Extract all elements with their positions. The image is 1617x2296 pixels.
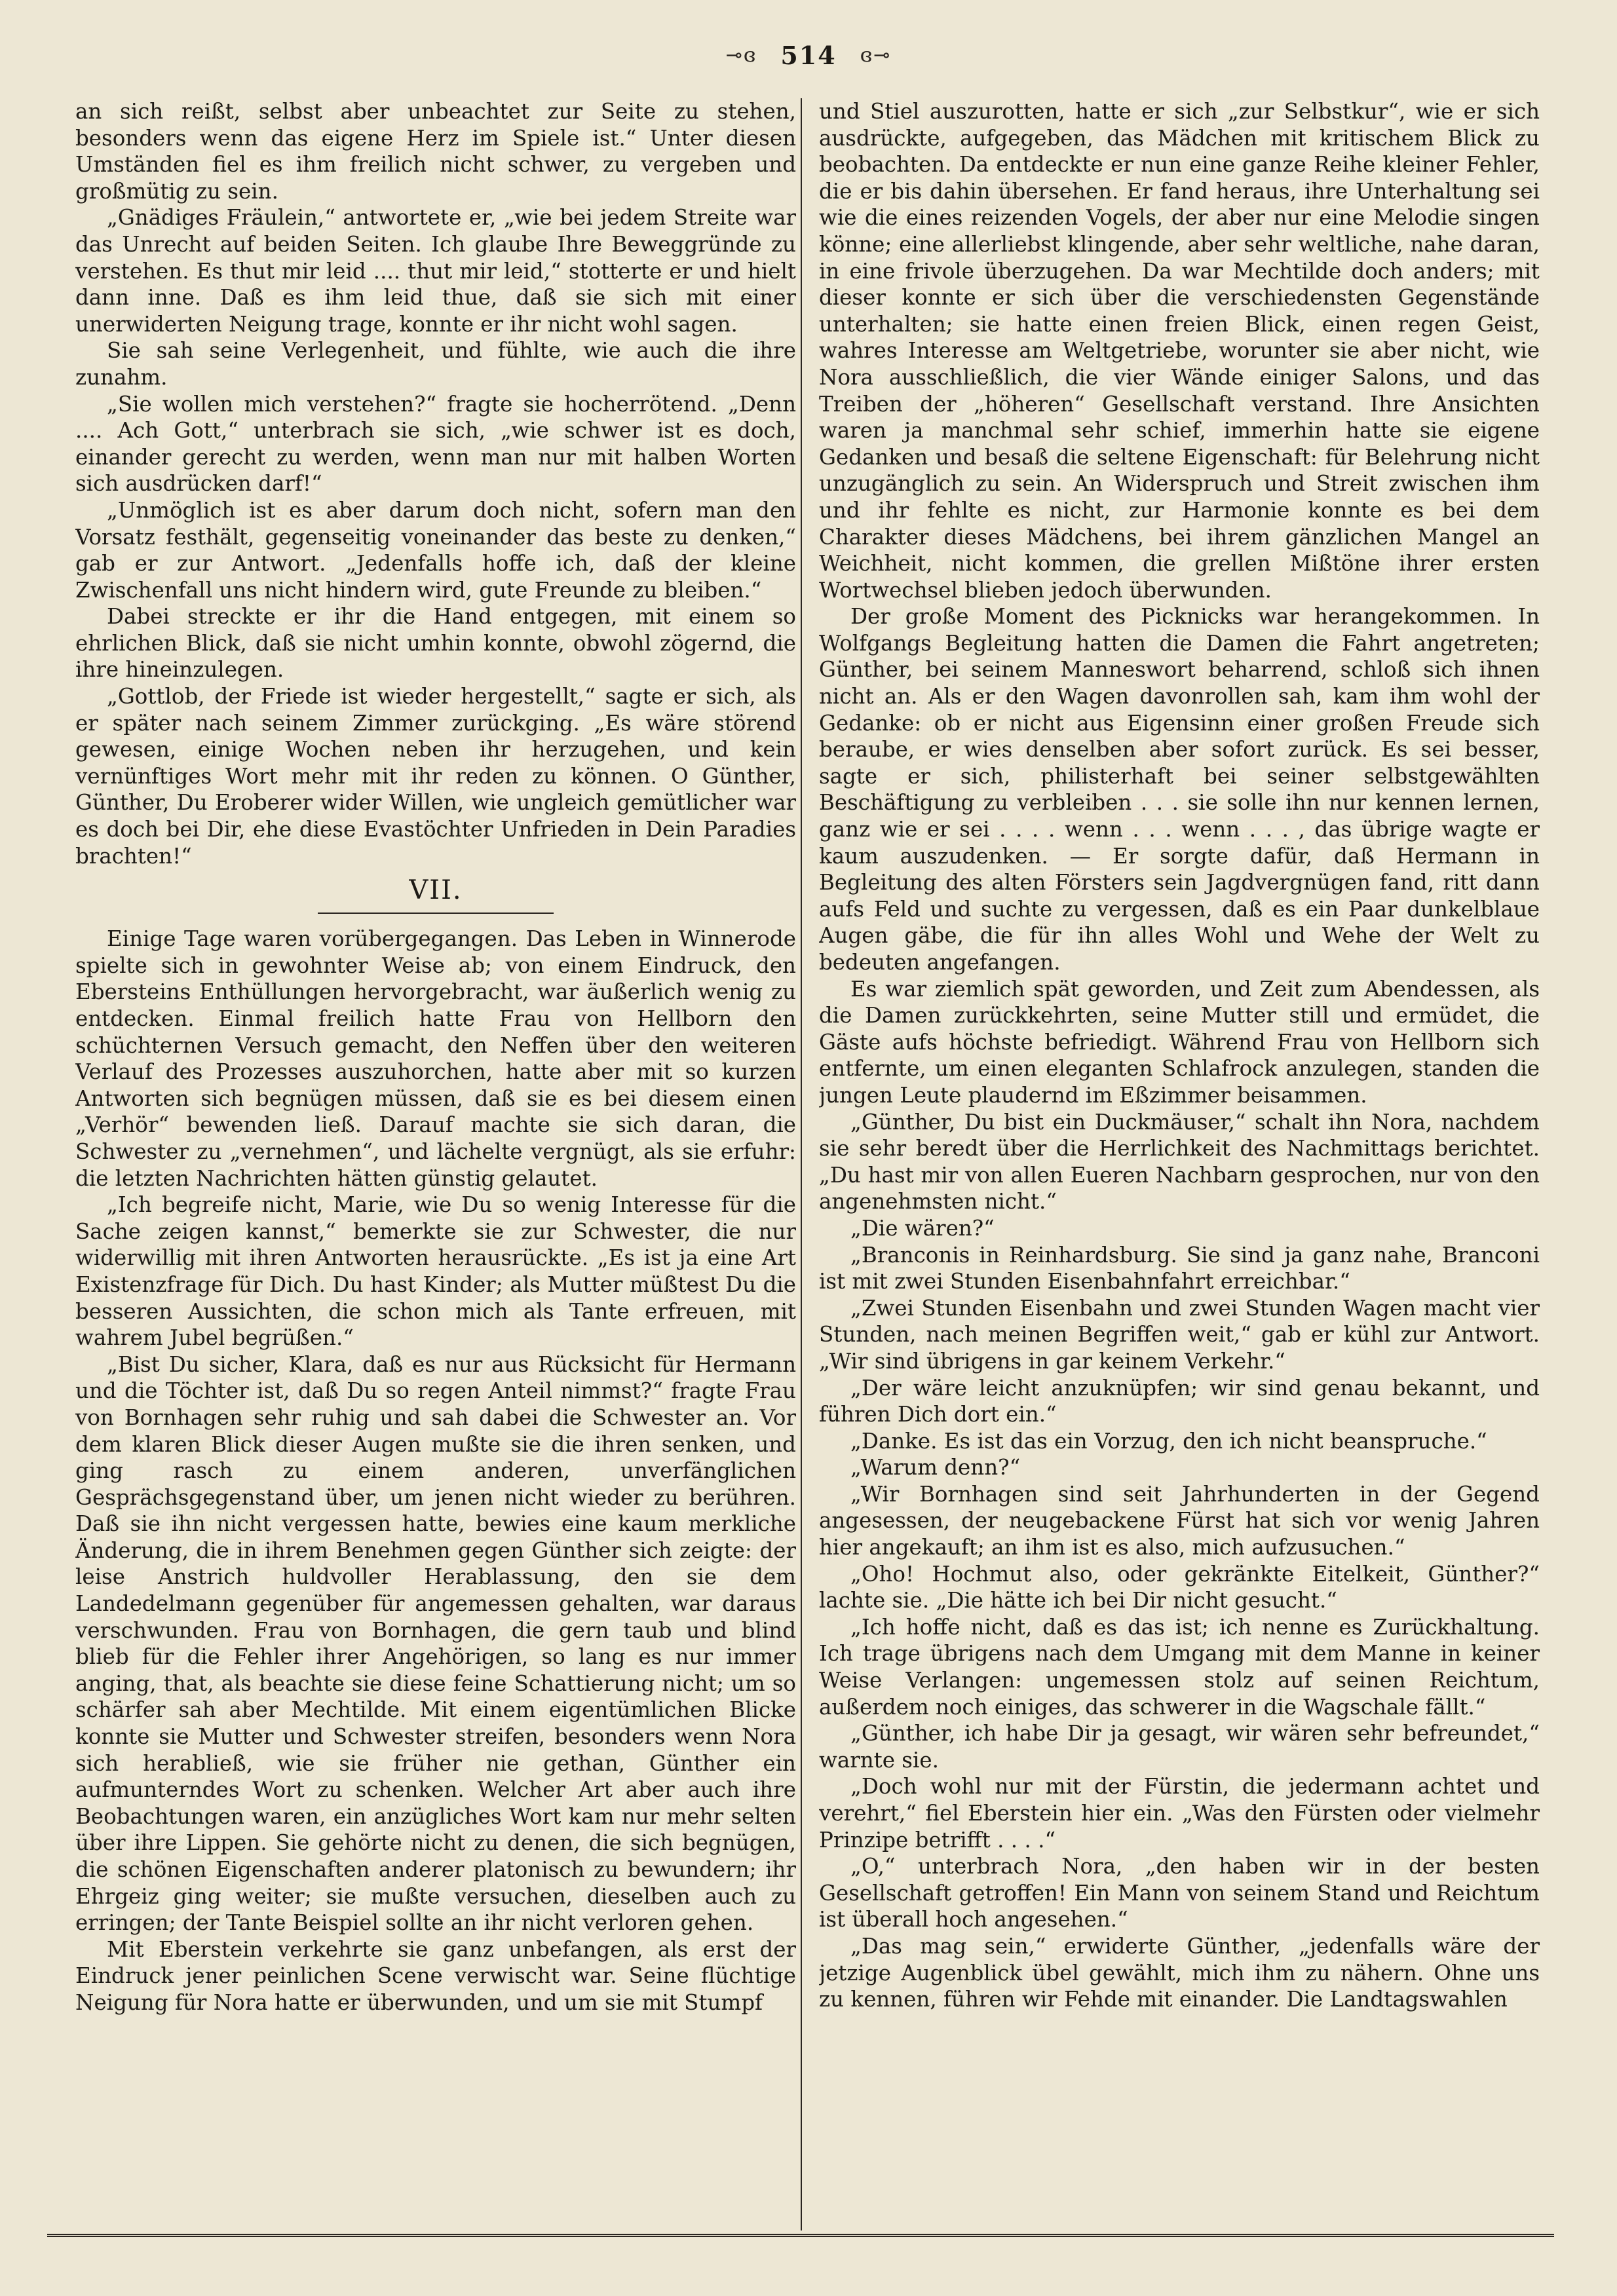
chapter-heading: VII. [409, 875, 463, 906]
header-ornament-right: ɞ⊸ [860, 44, 892, 67]
paragraph: „Ich begreife nicht, Marie, wie Du so wenig Interesse für die Sache zeigen kannst,“ bemerkte sie zur Schwester, die nur widerwillig mit ihren Antworten herausrückte. „Es ist ja eine Art Existenzfrage für Dich. Du hast Kinder; als Mutter müßtest Du die besseren Aussichten, die schon mich als Tante erfreuen, mit wahrem Jubel begrüßen.“ [75, 1192, 796, 1351]
paragraph: „Das mag sein,“ erwiderte Günther, „jedenfalls wäre der jetzige Augenblick übel gewählt, mich ihm zu nähern. Ohne uns zu kennen, führen wir Fehde mit einander. Die Landtagswahlen [819, 1933, 1540, 2012]
right-column [819, 98, 1540, 2221]
chapter-separator-line [318, 913, 554, 914]
paragraph: „Gottlob, der Friede ist wieder hergestellt,“ sagte er sich, als er später nach seinem Zimmer zurückging. „Es wäre störend gewesen, einige Wochen neben ihr herzugehen, und kein vernünftiges Wort mehr mit ihr reden zu können. O Günther, Günther, Du Eroberer wider Willen, wie ungleich gemütlicher war es doch bei Dir, ehe diese Evastöchter Unfrieden in Dein Paradies brachten!“ [75, 684, 796, 869]
left-column-paragraphs-before [75, 98, 796, 869]
paragraph: „O,“ unterbrach Nora, „den haben wir in der besten Gesellschaft getroffen! Ein Mann von seinem Stand und Reichtum ist überall hoch angesehen.“ [819, 1854, 1540, 1932]
paragraph: „Oho! Hochmut also, oder gekränkte Eitelkeit, Günther?“ lachte sie. „Die hätte ich bei Dir nicht gesucht.“ [819, 1561, 1540, 1613]
header-ornament-left: ⊸ɞ [725, 44, 757, 67]
paragraph: Mit Eberstein verkehrte sie ganz unbefangen, als erst der Eindruck jener peinlichen Scene verwischt war. Seine flüchtige Neigung für Nora hatte er überwunden, und um sie mit Stumpf [75, 1936, 796, 2015]
column-divider [801, 98, 802, 2230]
paragraph: „Unmöglich ist es aber darum doch nicht, sofern man den Vorsatz festhält, gegenseitig voneinander das beste zu denken,“ gab er zur Antwort. „Jedenfalls hoffe ich, daß der kleine Zwischenfall uns nicht hindern wird, gute Freunde zu bleiben.“ [75, 497, 796, 603]
paragraph: Es war ziemlich spät geworden, und Zeit zum Abendessen, als die Damen zurückkehrten, seine Mutter still und ermüdet, die Gäste aufs höchste befriedigt. Während Frau von Hellborn sich entfernte, um einen eleganten Schlafrock anzulegen, standen die jungen Leute plaudernd im Eßzimmer beisammen. [819, 976, 1540, 1108]
paragraph: Dabei streckte er ihr die Hand entgegen, mit einem so ehrlichen Blick, daß sie nicht umhin konnte, obwohl zögernd, die ihre hineinzulegen. [75, 604, 796, 683]
left-column-paragraphs-after [75, 926, 796, 2016]
left-column [75, 98, 796, 2221]
page-header [0, 41, 1617, 80]
paragraph: „Branconis in Reinhardsburg. Sie sind ja ganz nahe, Branconi ist mit zwei Stunden Eisenbahnfahrt erreichbar.“ [819, 1242, 1540, 1294]
paragraph: „Gnädiges Fräulein,“ antwortete er, „wie bei jedem Streite war das Unrecht auf beiden Seiten. Ich glaube Ihre Beweggründe zu verstehen. Es thut mir leid .... thut mir leid,“ stotterte er und hielt dann inne. Daß es ihm leid thue, daß sie sich mit einer unerwiderten Neigung trage, konnte er ihr nicht wohl sagen. [75, 205, 796, 337]
paragraph: Einige Tage waren vorübergegangen. Das Leben in Winnerode spielte sich in gewohnter Weise ab; von einem Eindruck, den Ebersteins Enthüllungen hervorgebracht, war äußerlich wenig zu entdecken. Einmal freilich hatte Frau von Hellborn den schüchternen Versuch gemacht, den Neffen über den weiteren Verlauf des Prozesses auszuhorchen, hatte aber mit so kurzen Antworten sich begnügen müssen, daß sie es bei diesem einen „Verhör“ bewenden ließ. Darauf machte sie sich daran, die Schwester zu „vernehmen“, und lächelte vergnügt, als sie erfuhr: die letzten Nachrichten hätten günstig gelautet. [75, 926, 796, 1191]
paragraph: „Danke. Es ist das ein Vorzug, den ich nicht beanspruche.“ [850, 1428, 1487, 1454]
paragraph: „Die wären?“ [850, 1215, 995, 1241]
paragraph: Der große Moment des Picknicks war herangekommen. In Wolfgangs Begleitung hatten die Damen die Fahrt angetreten; Günther, bei seinem Manneswort beharrend, schloß sich ihnen nicht an. Als er den Wagen davonrollen sah, kam ihm wohl der Gedanke: ob er nicht aus Eigensinn einer großen Freude sich beraube, er wies denselben aber sofort zurück. Es sei besser, sagte er sich, philisterhaft bei seiner selbstgewählten Beschäftigung zu verbleiben . . . sie solle ihn nur kennen lernen, ganz wie er sei . . . . wenn . . . wenn . . . , das übrige wagte er kaum auszudenken. — Er sorgte dafür, daß Hermann in Begleitung des alten Försters sein Jagdvergnügen fand, ritt dann aufs Feld und suchte zu vergessen, daß es ein Paar dunkelblaue Augen gäbe, die für ihn alles Wohl und Wehe der Welt zu bedeuten angefangen. [819, 604, 1540, 975]
paragraph: „Sie wollen mich verstehen?“ fragte sie hocherrötend. „Denn .... Ach Gott,“ unterbrach sie sich, „wie schwer ist es doch, einander gerecht zu werden, wenn man nur mit halben Worten sich ausdrücken darf!“ [75, 391, 796, 497]
paragraph: „Doch wohl nur mit der Fürstin, die jedermann achtet und verehrt,“ fiel Eberstein hier ein. „Was den Fürsten oder vielmehr Prinzipe betrifft . . . .“ [819, 1774, 1540, 1853]
paragraph: „Günther, ich habe Dir ja gesagt, wir wären sehr befreundet,“ warnte sie. [819, 1721, 1540, 1773]
paragraph: „Zwei Stunden Eisenbahn und zwei Stunden Wagen macht vier Stunden, nach meinen Begriffen weit,“ gab er kühl zur Antwort. „Wir sind übrigens in gar keinem Verkehr.“ [819, 1295, 1540, 1374]
paragraph: Sie sah seine Verlegenheit, und fühlte, wie auch die ihre zunahm. [75, 338, 796, 390]
paragraph: „Wir Bornhagen sind seit Jahrhunderten in der Gegend angesessen, der neugebackene Fürst hat sich vor wenig Jahren hier angekauft; an ihm ist es also, mich aufzusuchen.“ [819, 1481, 1540, 1560]
paragraph: und Stiel auszurotten, hatte er sich „zur Selbstkur“, wie er sich ausdrückte, aufgegeben, das Mädchen mit kritischem Blick zu beobachten. Da entdeckte er nun eine ganze Reihe kleiner Fehler, die er bis dahin übersehen. Er fand heraus, ihre Unterhaltung sei wie die eines reizenden Vogels, der aber nur eine Melodie singen könne; eine allerliebst klingende, aber sehr weltliche, nahe daran, in eine frivole überzugehen. Da war Mechtilde doch anders; mit dieser konnte er sich über die verschiedensten Gegenstände unterhalten; sie hatte einen freien Blick, einen regen Geist, wahres Interesse am Weltgetriebe, worunter sie aber nicht, wie Nora ausschließlich, die vier Wände einiger Salons, und das Treiben der „höheren“ Gesellschaft verstand. Ihre Ansichten waren ja manchmal sehr schief, immerhin hatte sie eigene Gedanken und besaß die seltene Eigenschaft: für Belehrung nicht unzugänglich zu sein. An Widerspruch und Streit zwischen ihm und ihr fehlte es nicht, zur Harmonie konnte es bei dem Charakter dieses Mädchens, bei ihrem gänzlichen Mangel an Weichheit, nicht kommen, die grellen Mißtöne ihrer ersten Wortwechsel blieben jedoch überwunden. [819, 99, 1540, 603]
paragraph: „Ich hoffe nicht, daß es das ist; ich nenne es Zurückhaltung. Ich trage übrigens nach dem Umgang mit dem Manne in keiner Weise Verlangen: ungemessen stolz auf seinen Reichtum, außerdem noch einiges, das schwerer in die Wagschale fällt.“ [819, 1614, 1540, 1720]
paragraph: „Warum denn?“ [850, 1455, 1021, 1480]
paragraph: an sich reißt, selbst aber unbeachtet zur Seite zu stehen, besonders wenn das eigene Herz im Spiele ist.“ Unter diesen Umständen fiel es ihm freilich nicht schwer, zu vergeben und großmütig zu sein. [75, 99, 796, 204]
paragraph: „Der wäre leicht anzuknüpfen; wir sind genau bekannt, und führen Dich dort ein.“ [819, 1375, 1540, 1427]
paragraph: „Bist Du sicher, Klara, daß es nur aus Rücksicht für Hermann und die Töchter ist, daß Du so regen Anteil nimmst?“ fragte Frau von Bornhagen sehr ruhig und sah dabei die Schwester an. Vor dem klaren Blick dieser Augen mußte sie die ihren senken, und ging rasch zu einem anderen, unverfänglichen Gesprächsgegenstand über, um jenen nicht wieder zu berühren. Daß sie ihn nicht vergessen hatte, bewies eine kaum merkliche Änderung, die in ihrem Benehmen gegen Günther sich zeigte: der leise Anstrich huldvoller Herablassung, den sie dem Landedelmann gegenüber für angemessen gehalten, war daraus verschwunden. Frau von Bornhagen, die gern taub und blind blieb für die Fehler ihrer Angehörigen, so lang es nur immer anging, that, als beachte sie diese feine Schattierung nicht; um so schärfer sah aber Mechtilde. Mit einem eigentümlichen Blicke konnte sie Mutter und Schwester streifen, besonders wenn Nora sich herabließ, wie sie früher nie gethan, Günther ein aufmunterndes Wort zu schenken. Welcher Art aber auch ihre Beobachtungen waren, ein anzügliches Wort kam nur mehr selten über ihre Lippen. Sie gehörte nicht zu denen, die sich begnügen, die schönen Eigenschaften anderer platonisch zu bewundern; ihr Ehrgeiz ging weiter; sie mußte versuchen, dieselben auch zu erringen; der Tante Beispiel sollte an ihr nicht verloren gehen. [75, 1351, 796, 1936]
page-number: 514 [780, 41, 837, 70]
right-column-paragraphs [819, 98, 1540, 2013]
paragraph: „Günther, Du bist ein Duckmäuser,“ schalt ihn Nora, nachdem sie sehr beredt über die Herrlichkeit des Nachmittags berichtet. „Du hast mir von allen Eueren Nachbarn gesprochen, nur von den angenehmsten nicht.“ [819, 1109, 1540, 1214]
